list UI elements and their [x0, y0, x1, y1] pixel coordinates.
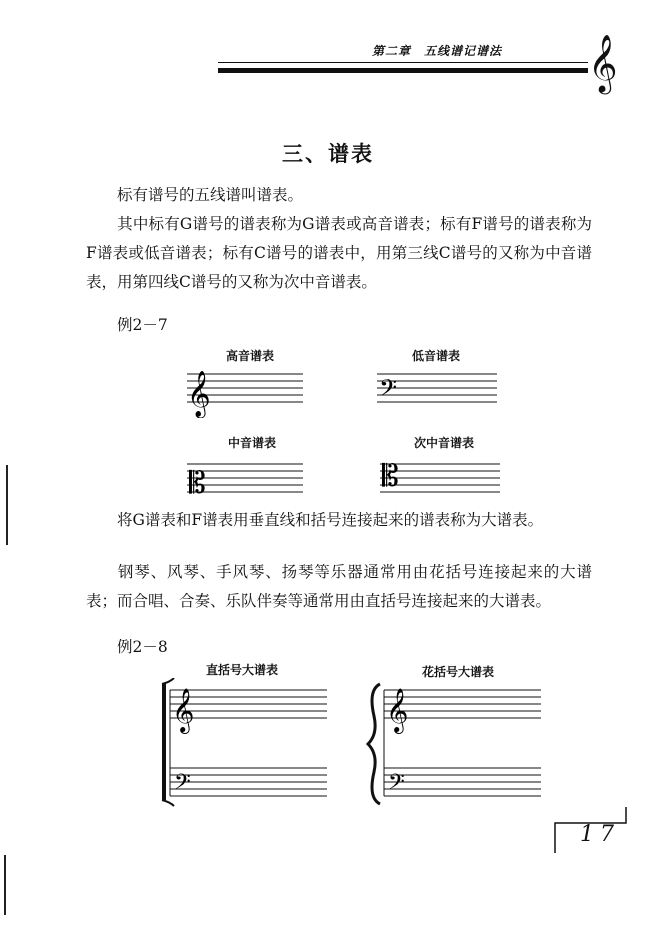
staff-label-square-bracket: 直括号大谱表 [205, 663, 278, 677]
example-label-2-8: 例2－8 [117, 638, 168, 656]
scan-edge-mark [6, 465, 8, 545]
alto-staff [185, 452, 305, 502]
paragraph-3-text: 将G谱表和F谱表用垂直线和括号连接起来的谱表称为大谱表。 [117, 511, 544, 529]
bass-staff [375, 362, 500, 412]
paragraph-4-text: 钢琴、风琴、手风琴、扬琴等乐器通常用由花括号连接起来的大谱表；而合唱、合奏、乐队伴奏等通常用由直括号连接起来的大谱表。 [86, 563, 592, 610]
paragraph-1 [86, 181, 592, 210]
tenor-clef-icon: 𝄡 [382, 459, 399, 494]
staff-label-bass: 低音谱表 [411, 349, 460, 363]
bass-clef-icon: 𝄢 [379, 374, 398, 407]
paragraph-4 [86, 558, 592, 616]
staff-label-tenor: 次中音谱表 [413, 436, 474, 450]
treble-clef-icon: 𝄞 [172, 688, 195, 732]
brace-icon [368, 684, 380, 804]
running-header: 第二章 五线谱记谱法 [372, 44, 503, 58]
header-rule-thick [218, 68, 588, 73]
header-rule-thin [218, 62, 588, 63]
example-label-2-7: 例2－7 [117, 316, 168, 334]
treble-staff [185, 362, 305, 418]
section-title: 三、谱表 [282, 142, 374, 166]
square-bracket-grand-staff [152, 678, 332, 808]
paragraph-1-text: 标有谱号的五线谱叫谱表。 [117, 186, 304, 204]
paragraph-2-text: 其中标有G谱号的谱表称为G谱表或高音谱表；标有F谱号的谱表称为F谱表或低音谱表；标有C谱号的谱表中，用第三线C谱号的又称为中音谱表，用第四线C谱号的又称为次中音谱表。 [86, 215, 592, 291]
staff-label-brace: 花括号大谱表 [421, 665, 494, 679]
paragraph-2 [86, 210, 592, 297]
tenor-staff [378, 452, 503, 502]
page-number: 17 [580, 822, 620, 847]
scan-edge-mark-lower [4, 855, 6, 915]
treble-clef-icon: 𝄞 [187, 371, 211, 417]
brace-grand-staff [366, 680, 546, 810]
treble-clef-icon: 𝄞 [588, 34, 618, 92]
alto-clef-icon: 𝄡 [189, 466, 206, 501]
bass-clef-icon: 𝄢 [388, 770, 405, 800]
treble-clef-icon: 𝄞 [386, 688, 409, 732]
staff-label-alto: 中音谱表 [227, 436, 276, 450]
paragraph-3 [86, 506, 592, 535]
bass-clef-icon: 𝄢 [174, 770, 191, 800]
staff-label-treble: 高音谱表 [225, 349, 274, 363]
